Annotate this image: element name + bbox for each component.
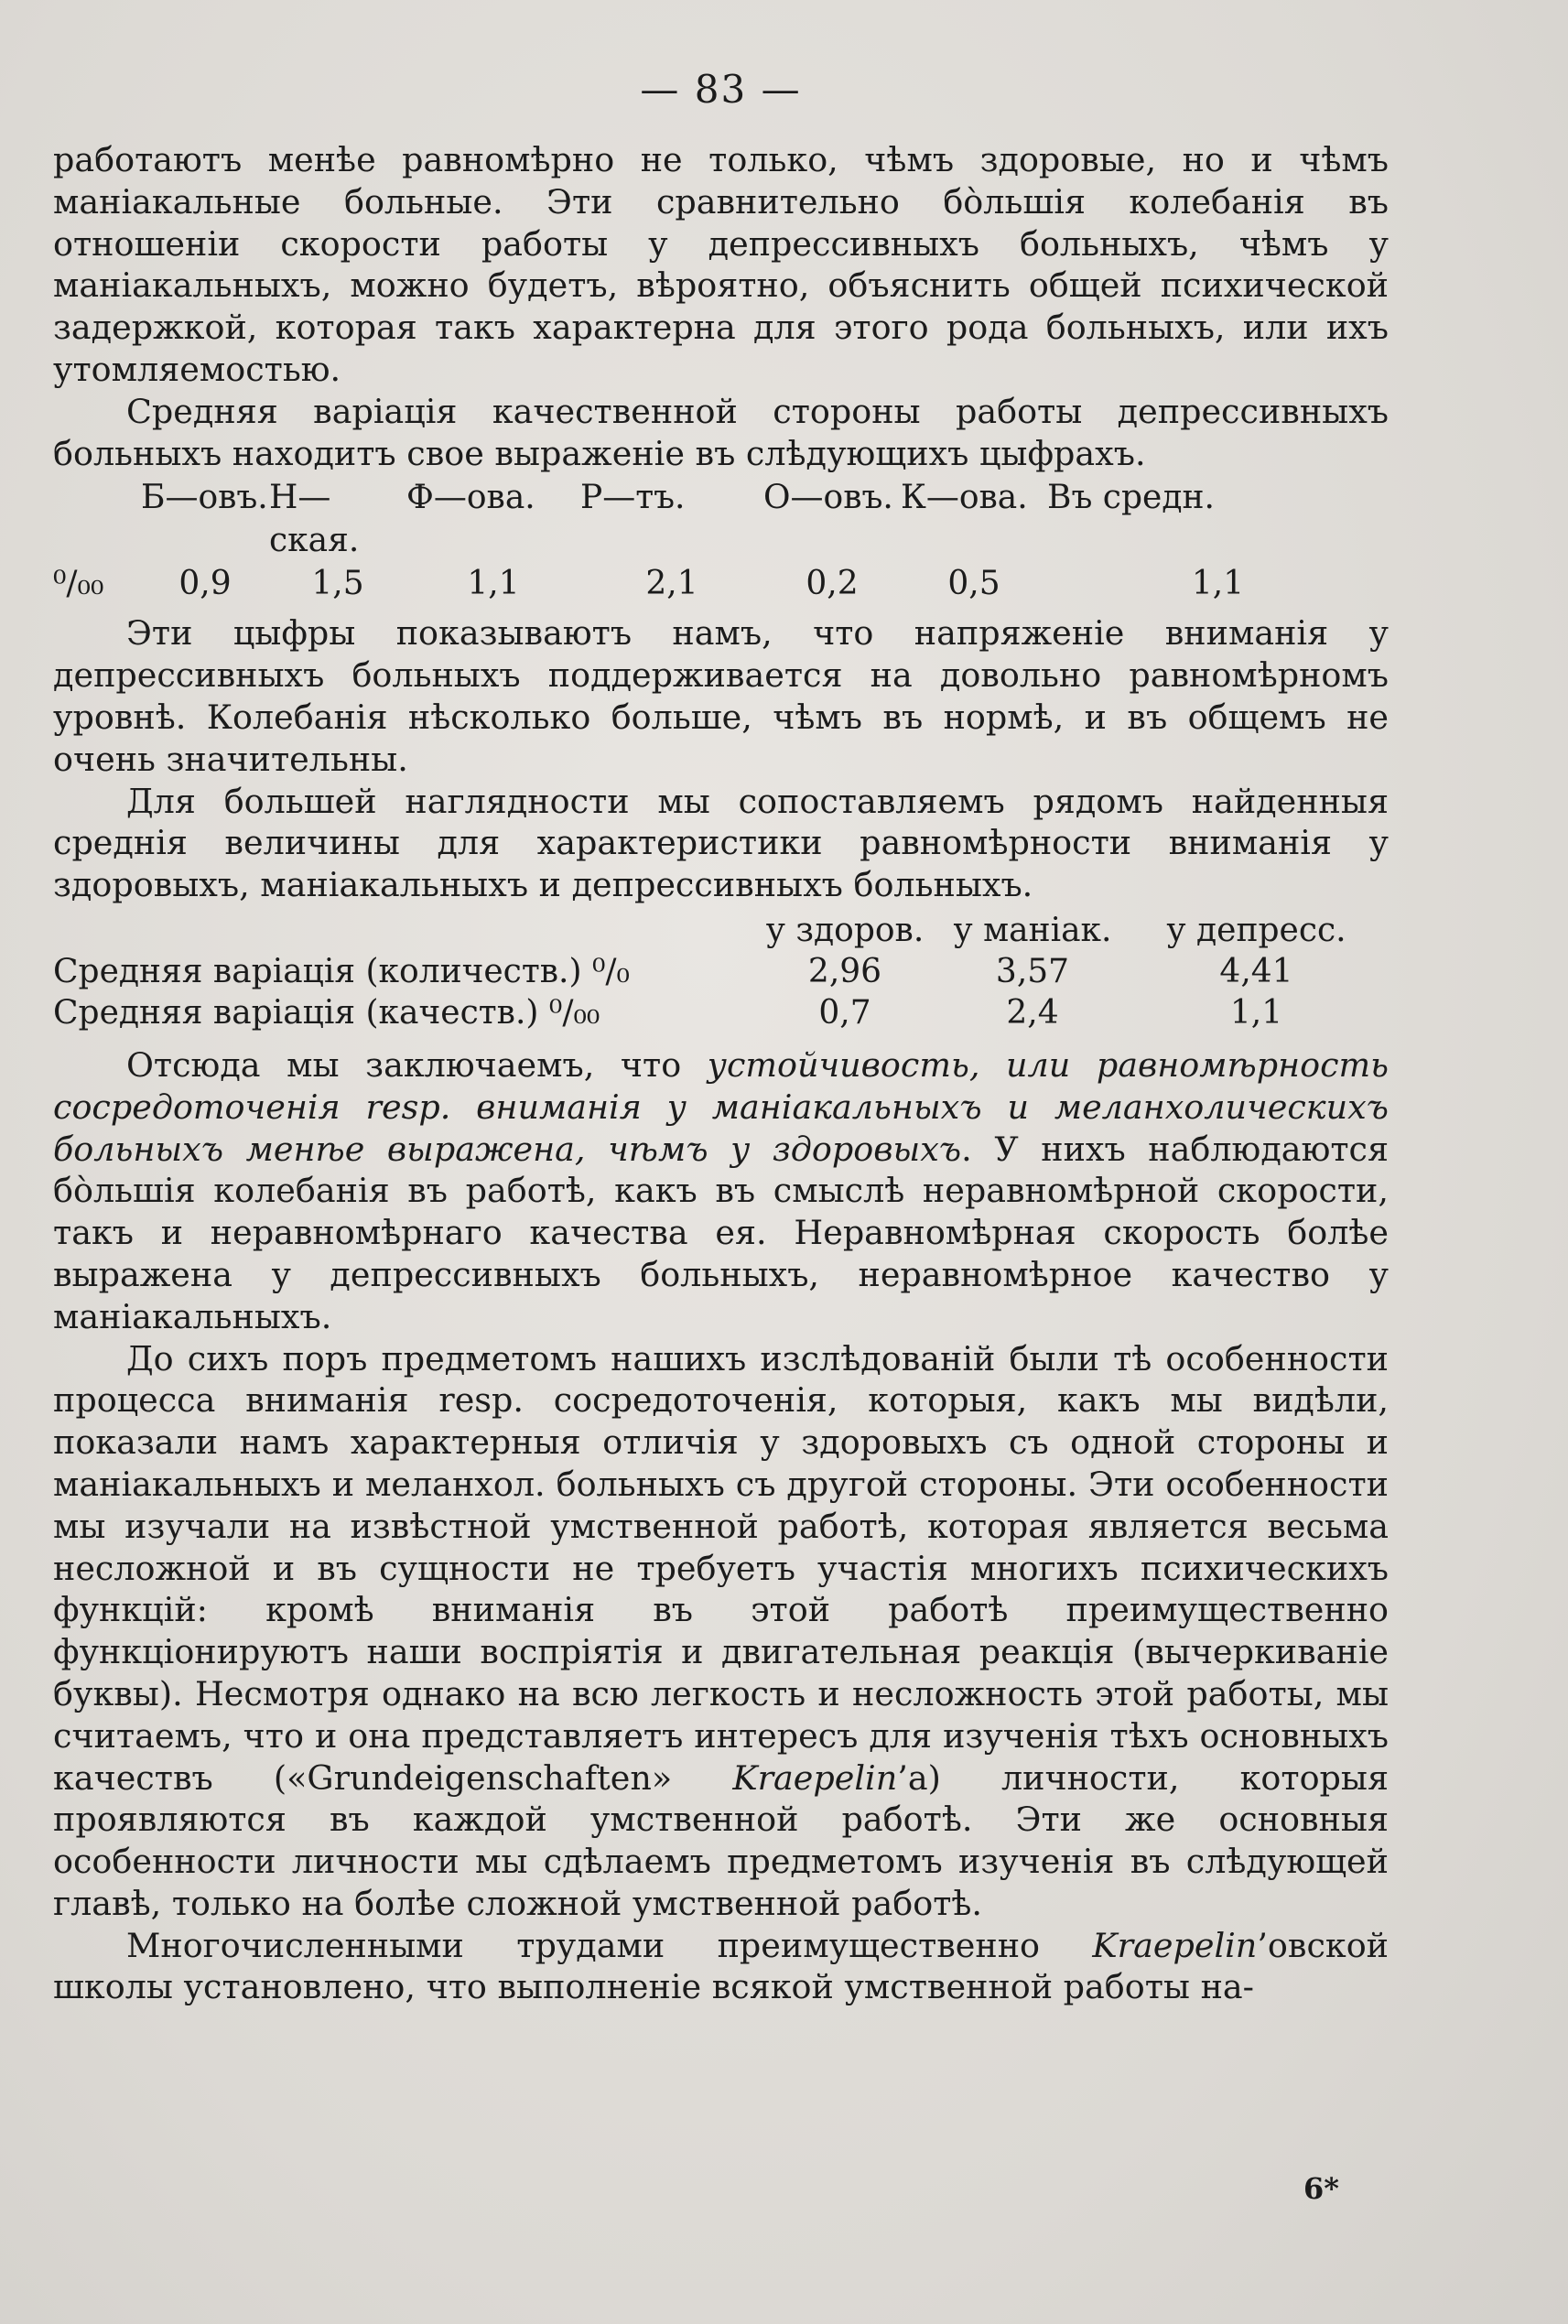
signature-mark: 6* bbox=[1303, 2171, 1339, 2206]
page-number: — 83 — bbox=[640, 67, 802, 112]
paragraph-1: работаютъ менѣе равномѣрно не только, чѣмъ здоровые, но и чѣмъ маніакальные больные. Эти сравнительно бо̀льшія колебанія въ отношеніи скорости работы у депрессивныхъ больныхъ, чѣмъ у маніакальныхъ, можно будетъ, вѣроятно, объяснить общей психической задержкой, которая такъ характерна для этого рода больныхъ, или ихъ утомляемостью. bbox=[53, 140, 1389, 389]
paragraph-2: Средняя варіація качественной стороны работы депрессивныхъ больныхъ находитъ свое выраженіе въ слѣдующихъ цыфрахъ. bbox=[53, 391, 1389, 473]
table2-cell: 0,7 bbox=[818, 993, 871, 1032]
paragraph-7-text-b: ’овской школы установлено, что выполненіе всякой умственной работы на- bbox=[53, 1925, 1389, 2007]
table-depressive-variation bbox=[53, 476, 1389, 605]
table2-row-label: Средняя варіація (качеств.) ⁰/₀₀ bbox=[53, 993, 600, 1032]
table1-value: 0,9 bbox=[178, 565, 232, 603]
paragraph-4: Для большей наглядности мы сопоставляемъ рядомъ найденныя среднія величины для характеристики равномѣрности вниманія у здоровыхъ, маніакальныхъ и депрессивныхъ больныхъ. bbox=[53, 781, 1389, 905]
table2-header-row bbox=[53, 910, 1389, 951]
paragraph-7-text-a: Многочисленными трудами преимущественно bbox=[126, 1925, 1093, 1965]
table1-unit: ⁰/₀₀ bbox=[53, 565, 104, 603]
table2-cell: 2,4 bbox=[1006, 993, 1059, 1032]
table2-cell: 4,41 bbox=[1219, 952, 1293, 990]
table1-value: 1,1 bbox=[467, 565, 520, 603]
table2-cell: 3,57 bbox=[995, 952, 1070, 990]
paragraph-6 bbox=[53, 1338, 1389, 1925]
table1-value: 0,5 bbox=[947, 565, 1000, 603]
paragraph-6-text-b: » bbox=[651, 1757, 733, 1798]
paragraph-6-author-name: Kraepelin bbox=[732, 1757, 898, 1798]
table2-cell: 1,1 bbox=[1229, 993, 1283, 1032]
paragraph-6-text-a: До сихъ поръ предметомъ нашихъ изслѣдованій были тѣ особенности процесса вниманія resp. сосредоточенія, которыя, какъ мы видѣли, показали намъ характерныя отличія у здоровыхъ съ одной стороны и маніакальныхъ и меланхол. больныхъ съ другой стороны. Эти особенности мы изучали на извѣстной умственной работѣ, которая является весьма несложной и въ сущности не требуетъ участія многихъ психическихъ функцій: кромѣ вниманія въ этой работѣ преимущественно функціонируютъ наши воспріятія и двигательная реакція (вычеркиваніе буквы). Несмотря однако на всю легкость и несложность этой работы, мы считаемъ, что и она представляетъ интересъ для изученія тѣхъ основныхъ качествъ (« bbox=[53, 1338, 1389, 1798]
table1-header: Н—ская. bbox=[269, 479, 360, 560]
table1-header: О—овъ. bbox=[763, 479, 893, 517]
table1-header: К—ова. bbox=[901, 479, 1028, 517]
table-row bbox=[53, 951, 1389, 992]
paragraph-5 bbox=[53, 1044, 1389, 1338]
table1-value-row bbox=[53, 562, 1389, 605]
paragraph-5-text-b: . У нихъ наблюдаются бо̀льшія колебанія въ работѣ, какъ въ смыслѣ неравномѣрной скорости, такъ и неравномѣрнаго качества ея. Неравномѣрная скорость болѣе выражена у депрессивныхъ больныхъ, неравномѣрное качество у маніакальныхъ. bbox=[53, 1129, 1390, 1336]
table1-header: Въ средн. bbox=[1047, 479, 1215, 517]
table2-row-label: Средняя варіація (количеств.) ⁰/₀ bbox=[53, 952, 630, 990]
paragraph-6-text-c: ’а) личности, которыя проявляются въ каждой умственной работѣ. Эти же основныя особенности личности мы сдѣлаемъ предметомъ изученія въ слѣдующей главѣ, только на болѣе сложной умственной работѣ. bbox=[53, 1757, 1389, 1923]
table1-header: Ф—ова. bbox=[406, 479, 535, 517]
table2-cell: 2,96 bbox=[807, 952, 882, 990]
paragraph-5-text-a: Отсюда мы заключаемъ, что bbox=[126, 1044, 708, 1085]
paragraph-5-emphasis: устойчивость, или равномѣрность сосредоточенія resp. вниманія у маніакальныхъ и меланхолическихъ больныхъ менѣе выражена, чѣмъ у здоровыхъ bbox=[53, 1044, 1389, 1169]
paragraph-6-fraktur: Grundeigenschaften bbox=[307, 1757, 652, 1798]
table1-header: Б—овъ. bbox=[141, 479, 268, 517]
table2-header: у маніак. bbox=[953, 911, 1112, 949]
paragraph-7-author-name: Kraepelin bbox=[1092, 1925, 1258, 1965]
table2-header: у здоров. bbox=[765, 911, 925, 949]
table1-header-row bbox=[53, 476, 1389, 562]
table1-header: Р—тъ. bbox=[580, 479, 686, 517]
table2-header: у депресс. bbox=[1166, 911, 1346, 949]
table1-value: 1,1 bbox=[1191, 565, 1245, 603]
paragraph-7 bbox=[53, 1925, 1389, 2009]
table-comparison bbox=[53, 910, 1389, 1033]
table-row bbox=[53, 992, 1389, 1033]
table1-value: 0,2 bbox=[806, 565, 859, 603]
table1-value: 1,5 bbox=[311, 565, 364, 603]
table1-value: 2,1 bbox=[645, 565, 698, 603]
paragraph-3: Эти цыфры показываютъ намъ, что напряженіе вниманія у депрессивныхъ больныхъ поддерживается на довольно равномѣрномъ уровнѣ. Колебанія нѣсколько больше, чѣмъ въ нормѣ, и въ общемъ не очень значительны. bbox=[53, 613, 1389, 779]
